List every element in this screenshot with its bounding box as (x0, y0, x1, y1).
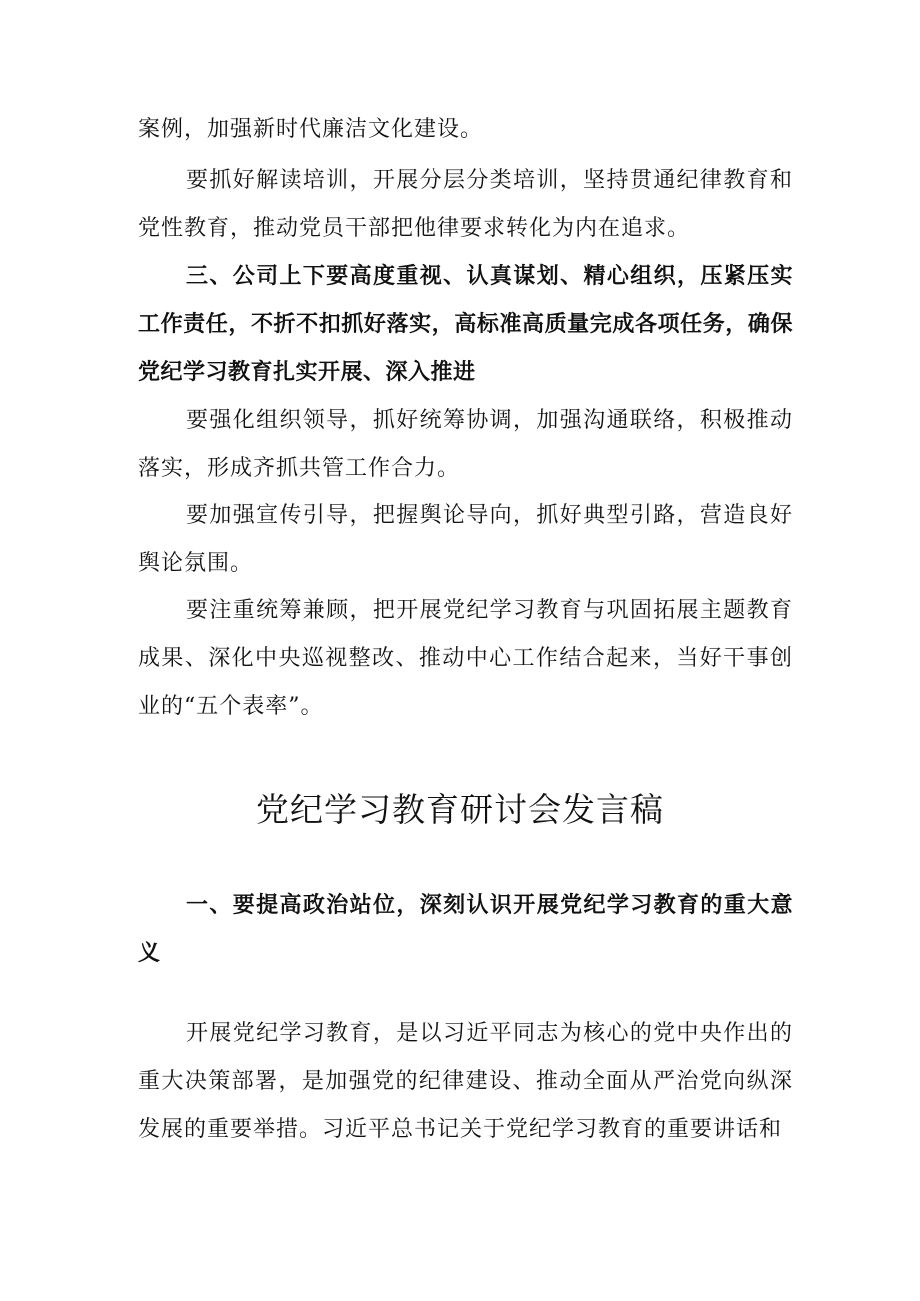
paragraph-continuation: 案例，加强新时代廉洁文化建设。 (138, 117, 484, 142)
paragraph-publicity: 要加强宣传引导，把握舆论导向，抓好典型引路，营造良好舆论氛围。 (138, 503, 793, 576)
paragraph-organization: 要强化组织领导，抓好统筹协调，加强沟通联络，积极推动落实，形成齐抓共管工作合力。 (138, 408, 793, 481)
section-heading-three: 三、公司上下要高度重视、认真谋划、精心组织，压紧压实工作责任，不折不扣抓好落实，高标准高质量完成各项任务，确保党纪学习教育扎实开展、深入推进 (138, 264, 793, 385)
paragraph-coordination: 要注重统筹兼顾，把开展党纪学习教育与巩固拓展主题教育成果、深化中央巡视整改、推动中心工作结合起来，当好干事创业的“五个表率”。 (138, 598, 793, 719)
article-title: 党纪学习教育研讨会发言稿 (256, 790, 664, 829)
section-heading-one: 一、要提高政治站位，深刻认识开展党纪学习教育的重大意义 (138, 893, 793, 966)
paragraph-significance: 开展党纪学习教育，是以习近平同志为核心的党中央作出的重大决策部署，是加强党的纪律建设、推动全面从严治党向纵深发展的重要举措。习近平总书记关于党纪学习教育的重要讲话和 (138, 1021, 793, 1142)
paragraph-training: 要抓好解读培训，开展分层分类培训，坚持贯通纪律教育和党性教育，推动党员干部把他律要求转化为内在追求。 (138, 168, 793, 241)
